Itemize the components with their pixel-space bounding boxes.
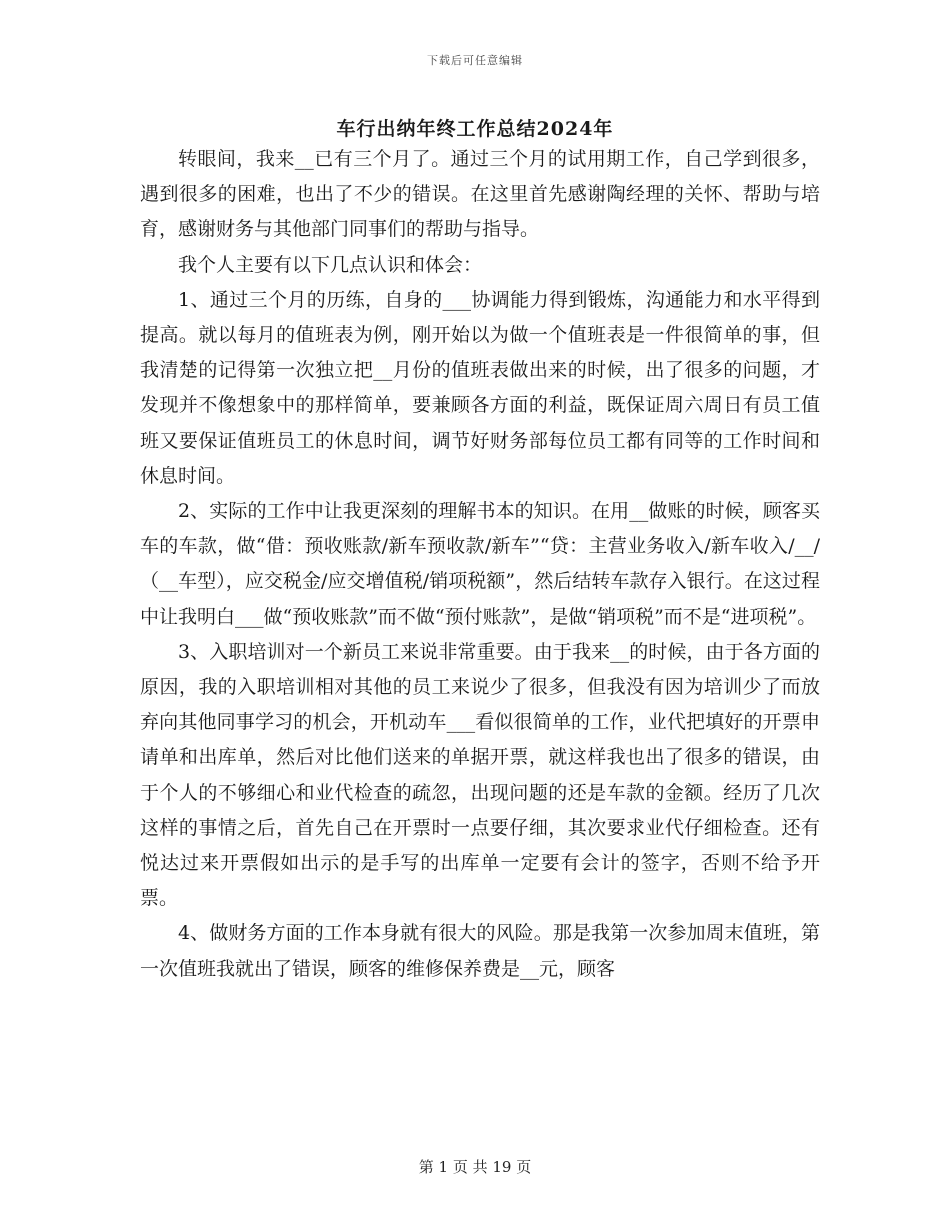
paragraph-point-2: 2、实际的工作中让我更深刻的理解书本的知识。在用__做账的时候，顾客买车的车款，做“借：预收账款/新车预收款/新车”“贷：主营业务收入/新车收入/__/（__车型），应交税金/应交增值税/销项税额”，然后结转车款存入银行。在这过程中让我明白___做“预收账款”而不做“预付账款”，是做“销项税”而不是“进项税”。: [140, 500, 820, 628]
paragraph-point-3: 3、入职培训对一个新员工来说非常重要。由于我来__的时候，由于各方面的原因，我的入职培训相对其他的员工来说少了很多，但我没有因为培训少了而放弃向其他同事学习的机会，开机动车___看似很简单的工作，业代把填好的开票申请单和出库单，然后对比他们送来的单据开票，就这样我也出了很多的错误，由于个人的不够细心和业代检查的疏忽，出现问题的还是车款的金额。经历了几次这样的事情之后，首先自己在开票时一点要仔细，其次要求业代仔细检查。还有悦达过来开票假如出示的是手写的出库单一定要有会计的签字，否则不给予开票。: [140, 640, 820, 910]
paragraph-intro: 转眼间，我来__已有三个月了。通过三个月的试用期工作，自己学到很多，遇到很多的困难，也出了不少的错误。在这里首先感谢陶经理的关怀、帮助与培育，感谢财务与其他部门同事们的帮助与指导。: [140, 148, 820, 241]
paragraph-summary-lead: 我个人主要有以下几点认识和体会：: [178, 253, 483, 276]
paragraph-point-1: 1、通过三个月的历练，自身的___协调能力得到锻炼，沟通能力和水平得到提高。就以每月的值班表为例，刚开始以为做一个值班表是一件很简单的事，但我清楚的记得第一次独立把__月份的值班表做出来的时候，出了很多的问题，才发现并不像想象中的那样简单，要兼顾各方面的利益，既保证周六周日有员工值班又要保证值班员工的休息时间，调节好财务部每位员工都有同等的工作时间和休息时间。: [140, 288, 820, 487]
document-body: [140, 142, 820, 987]
page-header-note: 下载后可任意编辑: [427, 54, 523, 67]
page-number: 第 1 页 共 19 页: [418, 1158, 532, 1176]
paragraph-point-4: 4、做财务方面的工作本身就有很大的风险。那是我第一次参加周末值班，第一次值班我就出了错误，顾客的维修保养费是__元，顾客: [140, 922, 820, 980]
document-title: 车行出纳年终工作总结2024年: [336, 118, 614, 140]
